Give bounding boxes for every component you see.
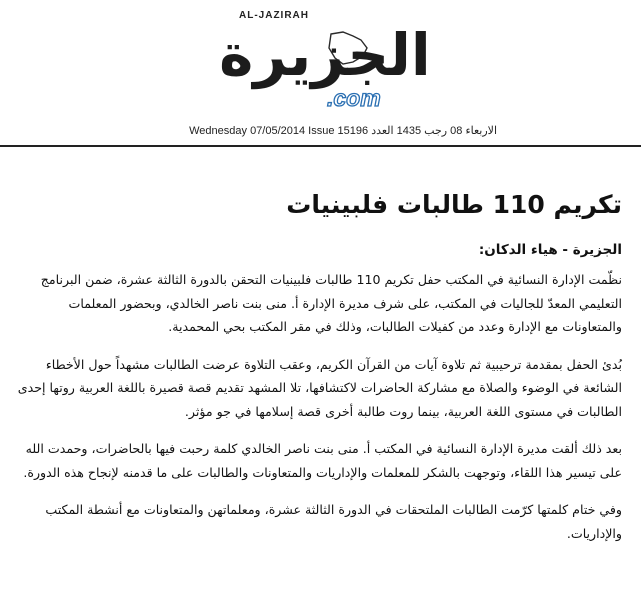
issue-date-line: Wednesday 07/05/2014 Issue 15196 الاربعاء 08 رجب 1435 العدد bbox=[189, 125, 497, 137]
logo-domain-text: .com bbox=[327, 85, 381, 111]
logo-arabic-text: الجزيرة bbox=[219, 21, 431, 89]
article-headline: تكريم 110 طالبات فلبينيات bbox=[286, 190, 622, 219]
site-logo[interactable] bbox=[205, 4, 445, 116]
article-paragraph: بعد ذلك ألقت مديرة الإدارة النسائية في المكتب أ. منى بنت ناصر الخالدي كلمة رحبت فيها بالحاضرات، وحمدت الله على تيسير هذا اللقاء، وتوجهت بالشكر للمعلمات والإداريات والمتعاونات والطالبات على ما قدمنه لإنجاح هذه الدورة. bbox=[23, 441, 622, 480]
article-byline: الجزيرة - هياء الدكان: bbox=[478, 242, 622, 258]
header-divider bbox=[0, 145, 641, 147]
logo-latin-text: AL-JAZIRAH bbox=[239, 10, 309, 21]
masthead bbox=[0, 0, 641, 137]
article-paragraph: نظّمت الإدارة النسائية في المكتب حفل تكريم 110 طالبات فلبينيات التحقن بالدورة الثالثة عشرة، ضمن البرنامج التعليمي المعدّ للجاليات في المكتب، على شرف مديرة الإدارة أ. منى بنت ناصر الخالدي، وبحضور المعلمات والمتعاونات مع الإدارة وعدد من كفيلات الطالبات، وذلك في مقر المكتب بحي المحمدية. bbox=[40, 272, 622, 334]
article-paragraph: بُدئ الحفل بمقدمة ترحيبية ثم تلاوة آيات من القرآن الكريم، وعقب التلاوة عرضت الطالبات مشهداً حول الأخطاء الشائعة في الوضوء والصلاة مع مشاركة الحاضرات لاكتشافها، تلا المشهد تقديم قصة قصيرة باللغة العربية روتها إحدى الطالبات في مستوى اللغة العربية، بينما روت طالبة أخرى قصة إسلامها في جو مؤثر. bbox=[17, 356, 622, 419]
article-paragraph: وفي ختام كلمتها كرّمت الطالبات الملتحقات في الدورة الثالثة عشرة، ومعلماتهن والمتعاونات مع أنشطة المكتب والإداريات. bbox=[45, 502, 622, 541]
article bbox=[12, 160, 622, 545]
